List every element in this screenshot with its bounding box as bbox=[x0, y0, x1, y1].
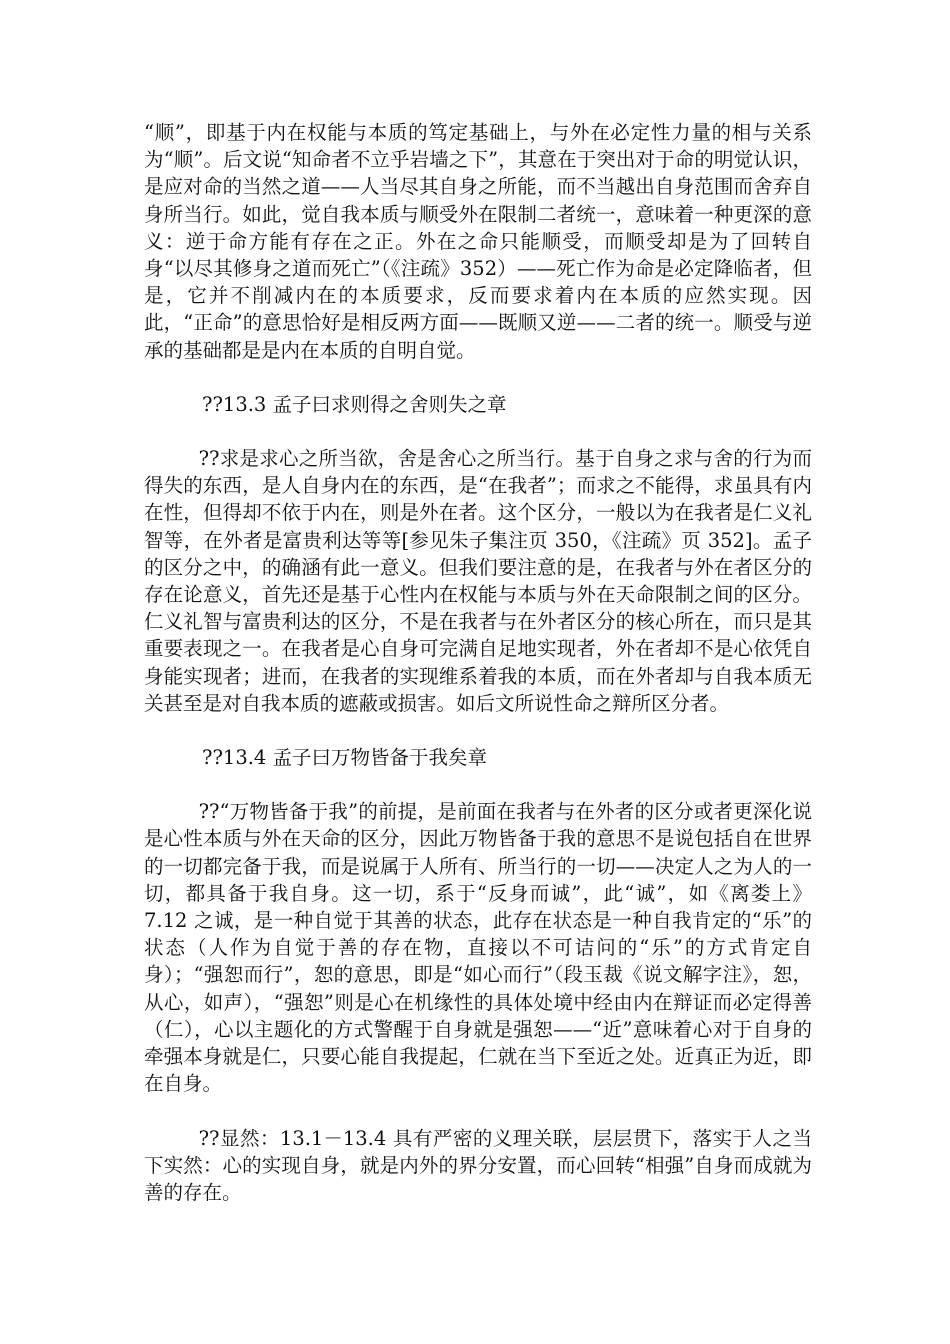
section-heading-13-3: ??13.3 孟子曰求则得之舍则失之章 bbox=[202, 392, 507, 416]
document-page bbox=[144, 119, 812, 1206]
body-paragraph-3: ??“万物皆备于我”的前提，是前面在我者与在外者的区分或者更深化说是心性本质与外在天命的区分，因此万物皆备于我的意思不是说包括自在世界的一切都完备于我，而是说属于人所有、所当行的一切——决定人之为人的一切，都具备于我自身。这一切，系于“反身而诚”，此“诚”，如《离娄上》7.12 之诚，是一种自觉于其善的状态，此存在状态是一种自我肯定的“乐”的状态（人作为自觉于善的存在物，直接以不可诘问的“乐”的方式肯定自身）；“强恕而行”，恕的意思，即是“如心而行”（段玉裁《说文解字注》，恕，从心，如声），“强恕”则是心在机缘性的具体处境中经由内在辩证而必定得善（仁），心以主题化的方式警醒于自身就是强恕——“近”意味着心对于自身的牵强本身就是仁，只要心能自我提起，仁就在当下至近之处。近真正为近，即在自身。 bbox=[144, 800, 812, 1096]
body-paragraph-1: “顺”，即基于内在权能与本质的笃定基础上，与外在必定性力量的相与关系为“顺”。后文说“知命者不立乎岩墙之下”，其意在于突出对于命的明觉认识，是应对命的当然之道——人当尽其自身之所能，而不当越出自身范围而舍弃自身所当行。如此，觉自我本质与顺受外在限制二者统一，意味着一种更深的意义：逆于命方能有存在之正。外在之命只能顺受，而顺受却是为了回转自身“以尽其修身之道而死亡”（《注疏》352）——死亡作为命是必定降临者，但是，它并不削减内在的本质要求，反而要求着内在本质的应然实现。因此，“正命”的意思恰好是相反两方面——既顺又逆——二者的统一。顺受与逆承的基础都是是内在本质的自明自觉。 bbox=[144, 121, 812, 362]
section-heading-13-4: ??13.4 孟子曰万物皆备于我矣章 bbox=[202, 746, 488, 770]
body-paragraph-2: ??求是求心之所当欲，舍是舍心之所当行。基于自身之求与舍的行为而得失的东西，是人自身内在的东西，是“在我者”；而求之不能得，求虽具有内在性，但得却不依于内在，则是外在者。这个区分，一般以为在我者是仁义礼智等，在外者是富贵利达等等[参见朱子集注页 350，《注疏》页 352]。孟子的区分之中，的确涵有此一意义。但我们要注意的是，在我者与外在者区分的存在论意义，首先还是基于心性内在权能与本质与外在天命限制之间的区分。仁义礼智与富贵利达的区分，不是在我者与在外者区分的核心所在，而只是其重要表现之一。在我者是心自身可完满自足地实现者，外在者却不是心依凭自身能实现者；进而，在我者的实现维系着我的本质，而在外者却与自我本质无关甚至是对自我本质的遮蔽或损害。如后文所说性命之辩所区分者。 bbox=[144, 447, 812, 715]
body-paragraph-4: ??显然：13.1－13.4 具有严密的义理关联，层层贯下，落实于人之当下实然：心的实现自身，就是内外的界分安置，而心回转“相强”自身而成就为善的存在。 bbox=[144, 1126, 812, 1204]
